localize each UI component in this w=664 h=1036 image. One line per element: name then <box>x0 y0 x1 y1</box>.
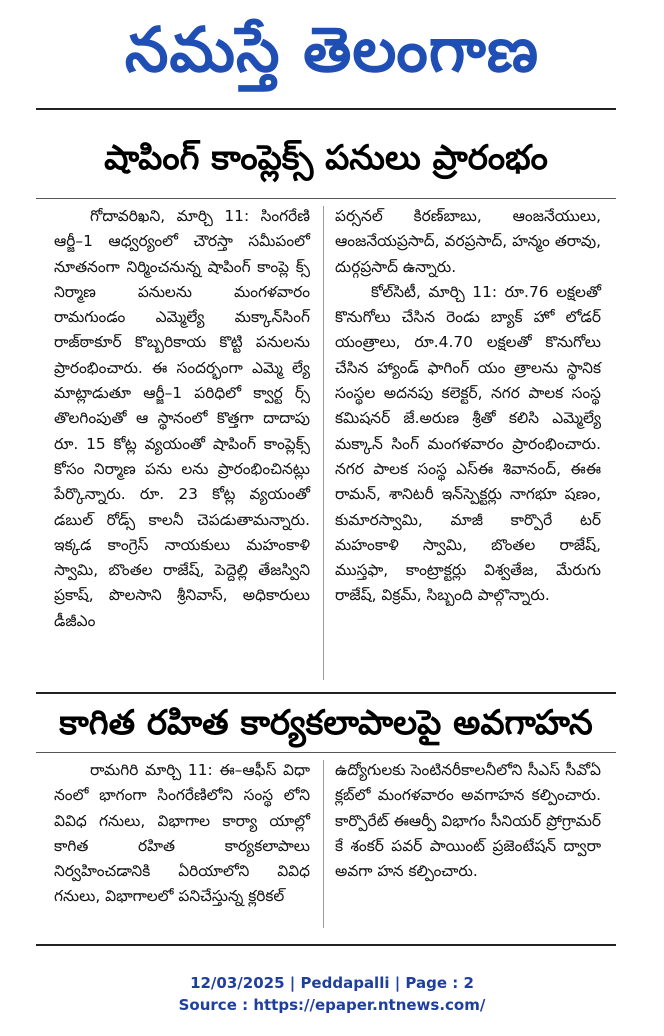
footer-date-edition: 12/03/2025 | Peddapalli | Page : 2 <box>190 974 474 992</box>
newspaper-logo: నమస్తే తెలంగాణ <box>124 13 540 86</box>
headline-rule <box>36 752 616 753</box>
column-divider <box>323 760 324 928</box>
masthead <box>0 0 664 100</box>
article-paragraph: పర్సనల్ కిరణ్‌బాబు, ఆంజనేయులు, ఆంజనేయప్రసాద్, వరప్రసాద్, హన్మం తరావు, దుర్గప్రసాద్ ఉన్నారు. <box>335 207 601 276</box>
article-headline: కాగిత రహిత కార్యకలాపాలపై అవగాహన <box>59 703 593 743</box>
article-column-left <box>54 204 310 634</box>
article-paragraph: ఉద్యోగులకు సెంటినరీకాలనీలోని సీఎస్ సీవోఏ క్లబ్‌లో మంగళవారం అవగాహన కల్పించారు. కార్పొరేట్ ఈఆర్పీ విభాగం సీనియర్ ప్రోగ్రామర్ కే శంకర్ పవర్ పాయింట్ ప్రజెంటేషన్ ద్వారా అవగా హన కల్పించారు. <box>335 761 601 881</box>
column-divider <box>323 206 324 680</box>
footer-source: Source : https://epaper.ntnews.com/ <box>178 996 486 1014</box>
article-column-left <box>54 758 310 910</box>
article-paragraph: గోదావరిఖని, మార్చి 11: సింగరేణి ఆర్జీ–1 ఆధ్వర్యంలో చౌరస్తా సమీపంలో నూతనంగా నిర్మించనున్న షాపింగ్ కాంప్లె క్స్ నిర్మాణ పనులను మంగళవారం రామగుండం ఎమ్మెల్యే మక్కాన్‌సింగ్ రాజ్‌ఠాకూర్ కొబ్బరికాయ కొట్టి పనులను ప్రారంభించారు. ఈ సందర్భంగా ఎమ్మె ల్యే మాట్లాడుతూ ఆర్జీ–1 పరిధిలో క్వార్ట ర్స్ తొలగింపుతో ఆ స్థానంలో కొత్తగా దాదాపు రూ. 15 కోట్ల వ్యయంతో షాపింగ్ కాంప్లెక్స్ కోసం నిర్మాణ పను లను ప్రారంభించినట్లు పేర్కొన్నారు. రూ. 23 కోట్ల వ్యయంతో డబుల్ రోడ్స్ కాలనీ చెపడుతామన్నారు. ఇక్కడ కాంగ్రెస్ నాయకులు మహంకాళి స్వామి, బొంతల రాజేష్, పెద్దెల్లి తేజస్విని ప్రకాష్, పొలసాని శ్రీనివాస్, అధికారులు డీజీఎం <box>54 207 310 630</box>
article-top-rule <box>36 108 616 110</box>
article-paragraph: కోల్‌సిటీ, మార్చి 11: రూ.76 లక్షలతో కొనుగోలు చేసిన రెండు బ్యాక్ హో లోడర్ యంత్రాలు, రూ.4.70 లక్షలతో కొనుగోలు చేసిన హ్యాండ్ ఫాగింగ్ యం త్రాలను స్థానిక సంస్థల అదనపు కలెక్టర్, నగర పాలక సంస్థ కమిషనర్ జే.అరుణ శ్రీతో కలిసి ఎమ్మెల్యే మక్కాన్ సింగ్ మంగళవారం ప్రారంభించారు. నగర పాలక సంస్థ ఎస్ఈ శివానంద్, ఈఈ రామన్, శానిటరీ ఇన్‌స్పెక్టర్లు నాగభూ షణం, కుమారస్వామి, మాజీ కార్పొరే టర్ మహంకాళి స్వామి, బొంతల రాజేష్, ముస్తఫా, కాంట్రాక్టర్లు విశ్వతేజ, మేరుగు రాజేష్, విక్రమ్, సిబ్బంది పాల్గొన్నారు. <box>335 282 601 605</box>
article-paragraph: రామగిరి మార్చి 11: ఈ–ఆఫీస్ విధా నంలో భాగంగా సింగరేణిలోని సంస్థ లోని వివిధ గనులు, విభాగాల కార్యా యాల్లో కాగిత రహిత కార్యకలాపాలు నిర్వహించడానికి ఏరియాలోని వివిధ గనులు, విభాగాలలో పనిచేస్తున్న క్లరికల్ <box>54 761 310 906</box>
article-column-right <box>335 758 601 884</box>
article-top-rule <box>36 692 616 694</box>
headline-rule <box>36 198 616 199</box>
article-headline: షాపింగ్ కాంప్లెక్స్ పనులు ప్రారంభం <box>104 138 548 178</box>
article-bottom-rule <box>36 944 616 946</box>
article-column-right <box>335 204 601 609</box>
